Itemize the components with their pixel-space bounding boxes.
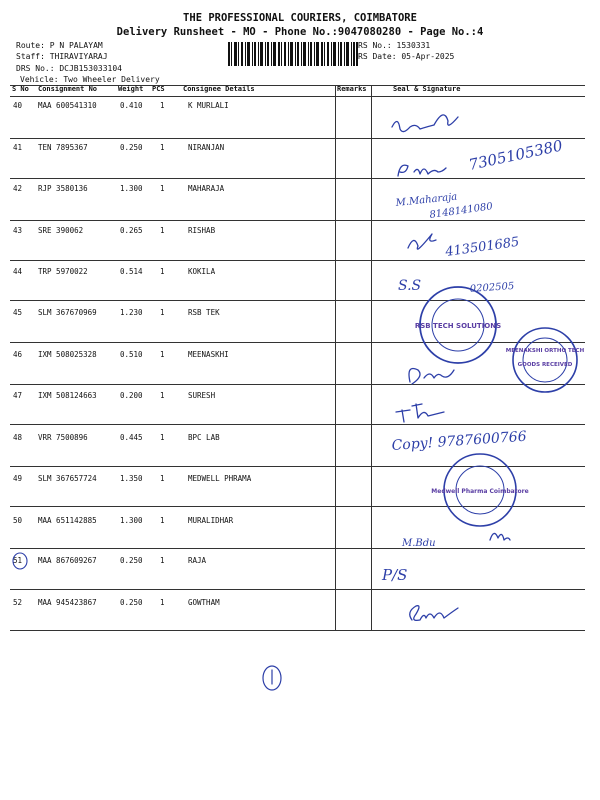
row-consignment: SLM 367670969: [38, 308, 97, 317]
row-sno: 43: [13, 226, 23, 235]
signature-row-50b: [490, 533, 510, 540]
row-rule: [10, 300, 585, 301]
row-sno: 48: [13, 433, 23, 442]
row-consignment: SLM 367657724: [38, 474, 97, 483]
row-weight: 0.510: [120, 350, 143, 359]
table-header-rule: [10, 96, 585, 97]
phone-handwritten-row-41: 7305105380: [467, 136, 565, 174]
route-label: Route: P N PALAYAM: [16, 41, 103, 50]
row-consignment: TRP 5970022: [38, 267, 88, 276]
row-pcs: 1: [160, 143, 165, 152]
row-pcs: 1: [160, 350, 165, 359]
runsheet-subtitle: Delivery Runsheet - MO - Phone No.:9047080280 - Page No.:4: [116, 26, 484, 38]
row-weight: 1.230: [120, 308, 143, 317]
row-pcs: 1: [160, 184, 165, 193]
row-weight: 0.410: [120, 101, 143, 110]
signature-row-52: [410, 606, 458, 621]
staff-label: Staff: THIRAVIYARAJ: [16, 52, 108, 61]
row-pcs: 1: [160, 308, 165, 317]
row-rule: [10, 220, 585, 221]
row-sno: 47: [13, 391, 23, 400]
company-title: THE PROFESSIONAL COURIERS, COIMBATORE: [183, 12, 417, 24]
row-consignee: MEDWELL PHRAMA: [188, 474, 252, 483]
row-weight: 1.350: [120, 474, 143, 483]
row-consignment: MAA 600541310: [38, 101, 97, 110]
row-pcs: 1: [160, 101, 165, 110]
row-weight: 0.250: [120, 556, 143, 565]
signature-row-41: [398, 165, 446, 176]
row-consignment: TEN 7895367: [38, 143, 88, 152]
row-consignment: VRR 7500896: [38, 433, 88, 442]
col-consignment: Consignment No: [38, 85, 98, 93]
row-consignee: GOWTHAM: [188, 598, 220, 607]
row-rule: [10, 466, 585, 467]
rs-number: RS No.: 1530331: [358, 41, 431, 50]
row-sno: 50: [13, 516, 23, 525]
row-consignment: RJP 3580136: [38, 184, 88, 193]
row-rule: [10, 178, 585, 179]
stamp-rsb-tech: [420, 287, 496, 363]
row-weight: 0.250: [120, 598, 143, 607]
row-weight: 0.265: [120, 226, 143, 235]
row-consignee: MAHARAJA: [188, 184, 225, 193]
row-pcs: 1: [160, 556, 165, 565]
row-consignee: MURALIDHAR: [188, 516, 234, 525]
col-consignee: Consignee Details: [183, 85, 255, 93]
row-weight: 0.514: [120, 267, 143, 276]
number-handwritten-row-44: 0202505: [469, 280, 515, 295]
stamp-meenakshi-text: MEENAKSHI ORTHO TECH: [505, 348, 585, 354]
col-weight: Weight: [118, 85, 144, 93]
row-rule: [10, 138, 585, 139]
stamp-medwell: [444, 454, 516, 526]
row-consignment: IXM 508124663: [38, 391, 97, 400]
row-rule: [10, 424, 585, 425]
row-sno: 49: [13, 474, 23, 483]
signature-row-40: [392, 115, 458, 132]
row-pcs: 1: [160, 391, 165, 400]
row-consignee: RAJA: [188, 556, 207, 565]
row-consignee: NIRANJAN: [188, 143, 225, 152]
row-weight: 0.445: [120, 433, 143, 442]
row-consignee: SURESH: [188, 391, 216, 400]
row-sno: 44: [13, 267, 23, 276]
row-consignment: SRE 390062: [38, 226, 84, 235]
row-rule: [10, 589, 585, 590]
drs-label: DRS No.: DCJB153033104: [16, 64, 122, 73]
row-pcs: 1: [160, 226, 165, 235]
row-rule: [10, 260, 585, 261]
row-consignee: K MURLALI: [188, 101, 229, 110]
row-rule: [10, 384, 585, 385]
row-weight: 1.300: [120, 516, 143, 525]
sign-handwritten-row-51: P/S: [382, 566, 408, 584]
row-consignee: RSB TEK: [188, 308, 220, 317]
name-handwritten-row-42: M.Maharaja: [395, 191, 458, 209]
signature-row-46: [409, 369, 454, 385]
col-sno: S No: [12, 85, 29, 93]
stamp-meenakshi: [513, 328, 577, 392]
row-sno: 46: [13, 350, 23, 359]
row-consignment: MAA 945423867: [38, 598, 97, 607]
row-pcs: 1: [160, 474, 165, 483]
row-consignment: MAA 651142885: [38, 516, 97, 525]
row-pcs: 1: [160, 598, 165, 607]
row-sno: 40: [13, 101, 23, 110]
sign-handwritten-row-44: S.S: [398, 278, 422, 294]
row-sno: 45: [13, 308, 23, 317]
row-sno: 52: [13, 598, 23, 607]
row-sno: 42: [13, 184, 23, 193]
number-handwritten-row-42: 8148141080: [428, 201, 494, 221]
col-seal-signature: Seal & Signature: [393, 85, 461, 93]
row-consignee: RISHAB: [188, 226, 216, 235]
row-rule: [10, 630, 585, 631]
rs-date: RS Date: 05-Apr-2025: [358, 52, 455, 61]
row-consignment: IXM 508025328: [38, 350, 97, 359]
col-remarks: Remarks: [337, 85, 367, 93]
row-rule: [10, 506, 585, 507]
row-pcs: 1: [160, 267, 165, 276]
row-rule: [10, 548, 585, 549]
row-sno: 51: [13, 556, 23, 565]
copy-handwritten-row-48: Copy! 9787600766: [391, 428, 528, 454]
row-consignee: MEENASKHI: [188, 350, 229, 359]
vehicle-label: Vehicle: Two Wheeler Delivery: [20, 75, 160, 84]
sign-handwritten-row-50: M.Bdu: [402, 538, 436, 549]
row-consignee: BPC LAB: [188, 433, 220, 442]
row-pcs: 1: [160, 516, 165, 525]
row-consignee: KOKILA: [188, 267, 216, 276]
row-rule: [10, 342, 585, 343]
row-pcs: 1: [160, 433, 165, 442]
barcode-image: [228, 42, 358, 66]
page-circle-mark: [263, 666, 281, 690]
stamp-medwell-text: Medwell Pharma Coimbatore: [431, 488, 529, 495]
row-weight: 0.250: [120, 143, 143, 152]
col-pcs: PCS: [152, 85, 165, 93]
row-sno: 41: [13, 143, 23, 152]
number-handwritten-row-43: 413501685: [444, 234, 521, 260]
stamp-rsb-tech-text: RSB TECH SOLUTIONS: [414, 322, 502, 330]
signature-row-43: [408, 234, 436, 249]
stamp-meenakshi-inner: GOODS RECEIVED: [517, 362, 573, 368]
row-consignment: MAA 867609267: [38, 556, 97, 565]
row-weight: 1.300: [120, 184, 143, 193]
row-weight: 0.200: [120, 391, 143, 400]
signature-row-47: [396, 404, 444, 422]
